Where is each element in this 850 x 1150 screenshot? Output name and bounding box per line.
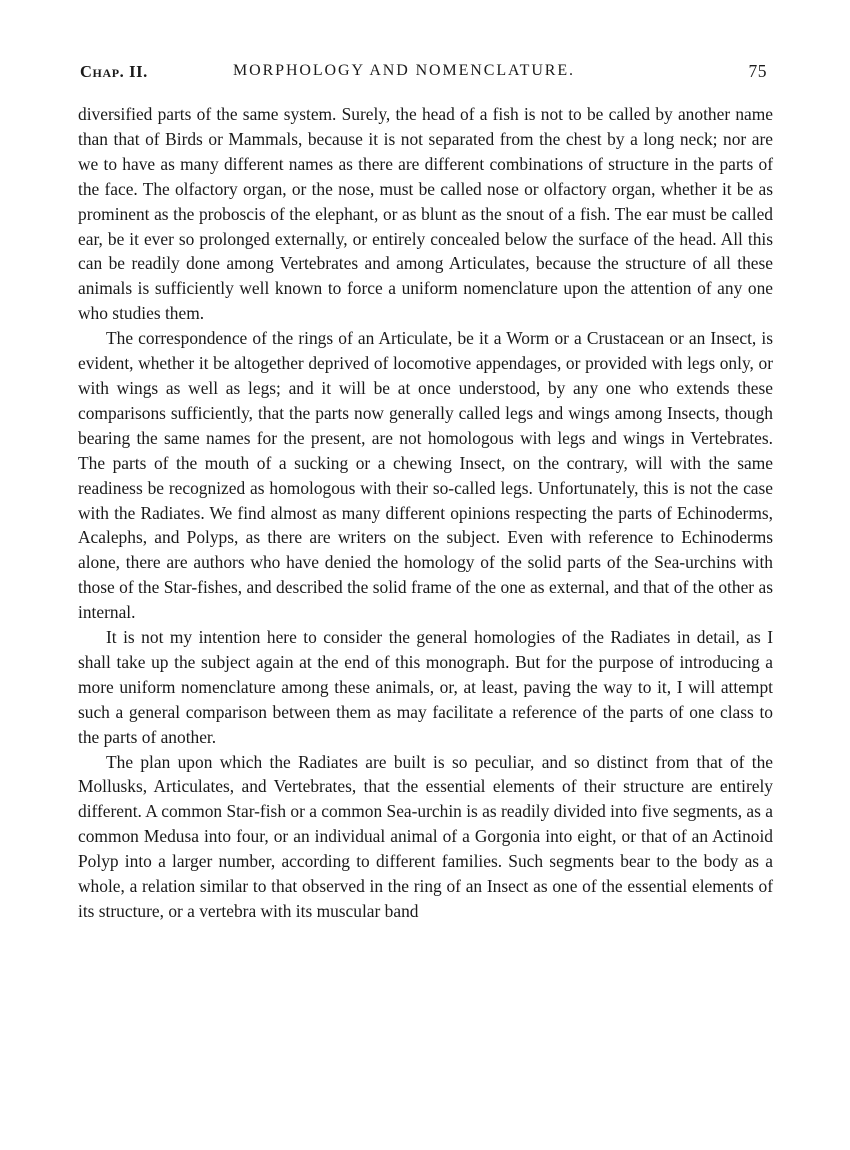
book-page	[78, 58, 773, 924]
paragraph: The correspondence of the rings of an Articulate, be it a Worm or a Crustacean or an Insect, is evident, whether it be altogether deprived of locomotive appendages, or provided with legs only, or with wings as well as legs; and it will be at once understood, by any one who extends these comparisons sufficiently, that the parts now generally called legs and wings among Insects, though bearing the same names for the present, are not homologous with legs and wings in Vertebrates. The parts of the mouth of a sucking or a chewing Insect, on the contrary, will with the same readiness be recognized as homologous with their so-called legs. Unfortunately, this is not the case with the Radiates. We find almost as many different opinions respecting the parts of Echinoderms, Acalephs, and Polyps, as there are writers on the subject. Even with reference to Echinoderms alone, there are authors who have denied the homology of the solid parts of the Sea-urchins with those of the Star-fishes, and described the solid frame of the one as external, and that of the other as internal.	[78, 328, 773, 623]
running-title: MORPHOLOGY AND NOMENCLATURE.	[233, 62, 575, 79]
paragraph: It is not my intention here to consider the general homologies of the Radiates in detail, as I shall take up the subject again at the end of this monograph. But for the purpose of introducing a more uniform nomenclature among these animals, or, at least, paving the way to it, I will attempt such a general comparison between them as may facilitate a reference of the parts of one class to the parts of another.	[78, 627, 773, 747]
paragraph-continuation: diversified parts of the same system. Surely, the head of a fish is not to be called by another name than that of Birds or Mammals, because it is not separated from the chest by a long neck; nor are we to have as many different names as there are different combinations of structure in the parts of the face. The olfactory organ, or the nose, must be called nose or olfactory organ, whether it be as prominent as the proboscis of the elephant, or as blunt as the snout of a fish. The ear must be called ear, be it ever so prolonged externally, or entirely concealed below the surface of the head. All this can be readily done among Vertebrates and among Articulates, because the structure of all these animals is sufficiently well known to force a uniform nomenclature upon the attention of any one who studies them.	[78, 104, 773, 324]
body-text	[78, 102, 773, 924]
chapter-label: Chap. II.	[80, 62, 148, 81]
running-head	[78, 58, 773, 88]
paragraph: The plan upon which the Radiates are built is so peculiar, and so distinct from that of the Mollusks, Articulates, and Vertebrates, that the essential elements of their structure are entirely different. A common Star-fish or a common Sea-urchin is as readily divided into five segments, as a common Medusa into four, or an individual animal of a Gorgonia into eight, or that of an Actinoid Polyp into a larger number, according to different families. Such segments bear to the body as a whole, a relation similar to that observed in the ring of an Insect as one of the essential elements of its structure, or a vertebra with its muscular band	[78, 751, 773, 921]
page-number: 75	[748, 61, 767, 81]
